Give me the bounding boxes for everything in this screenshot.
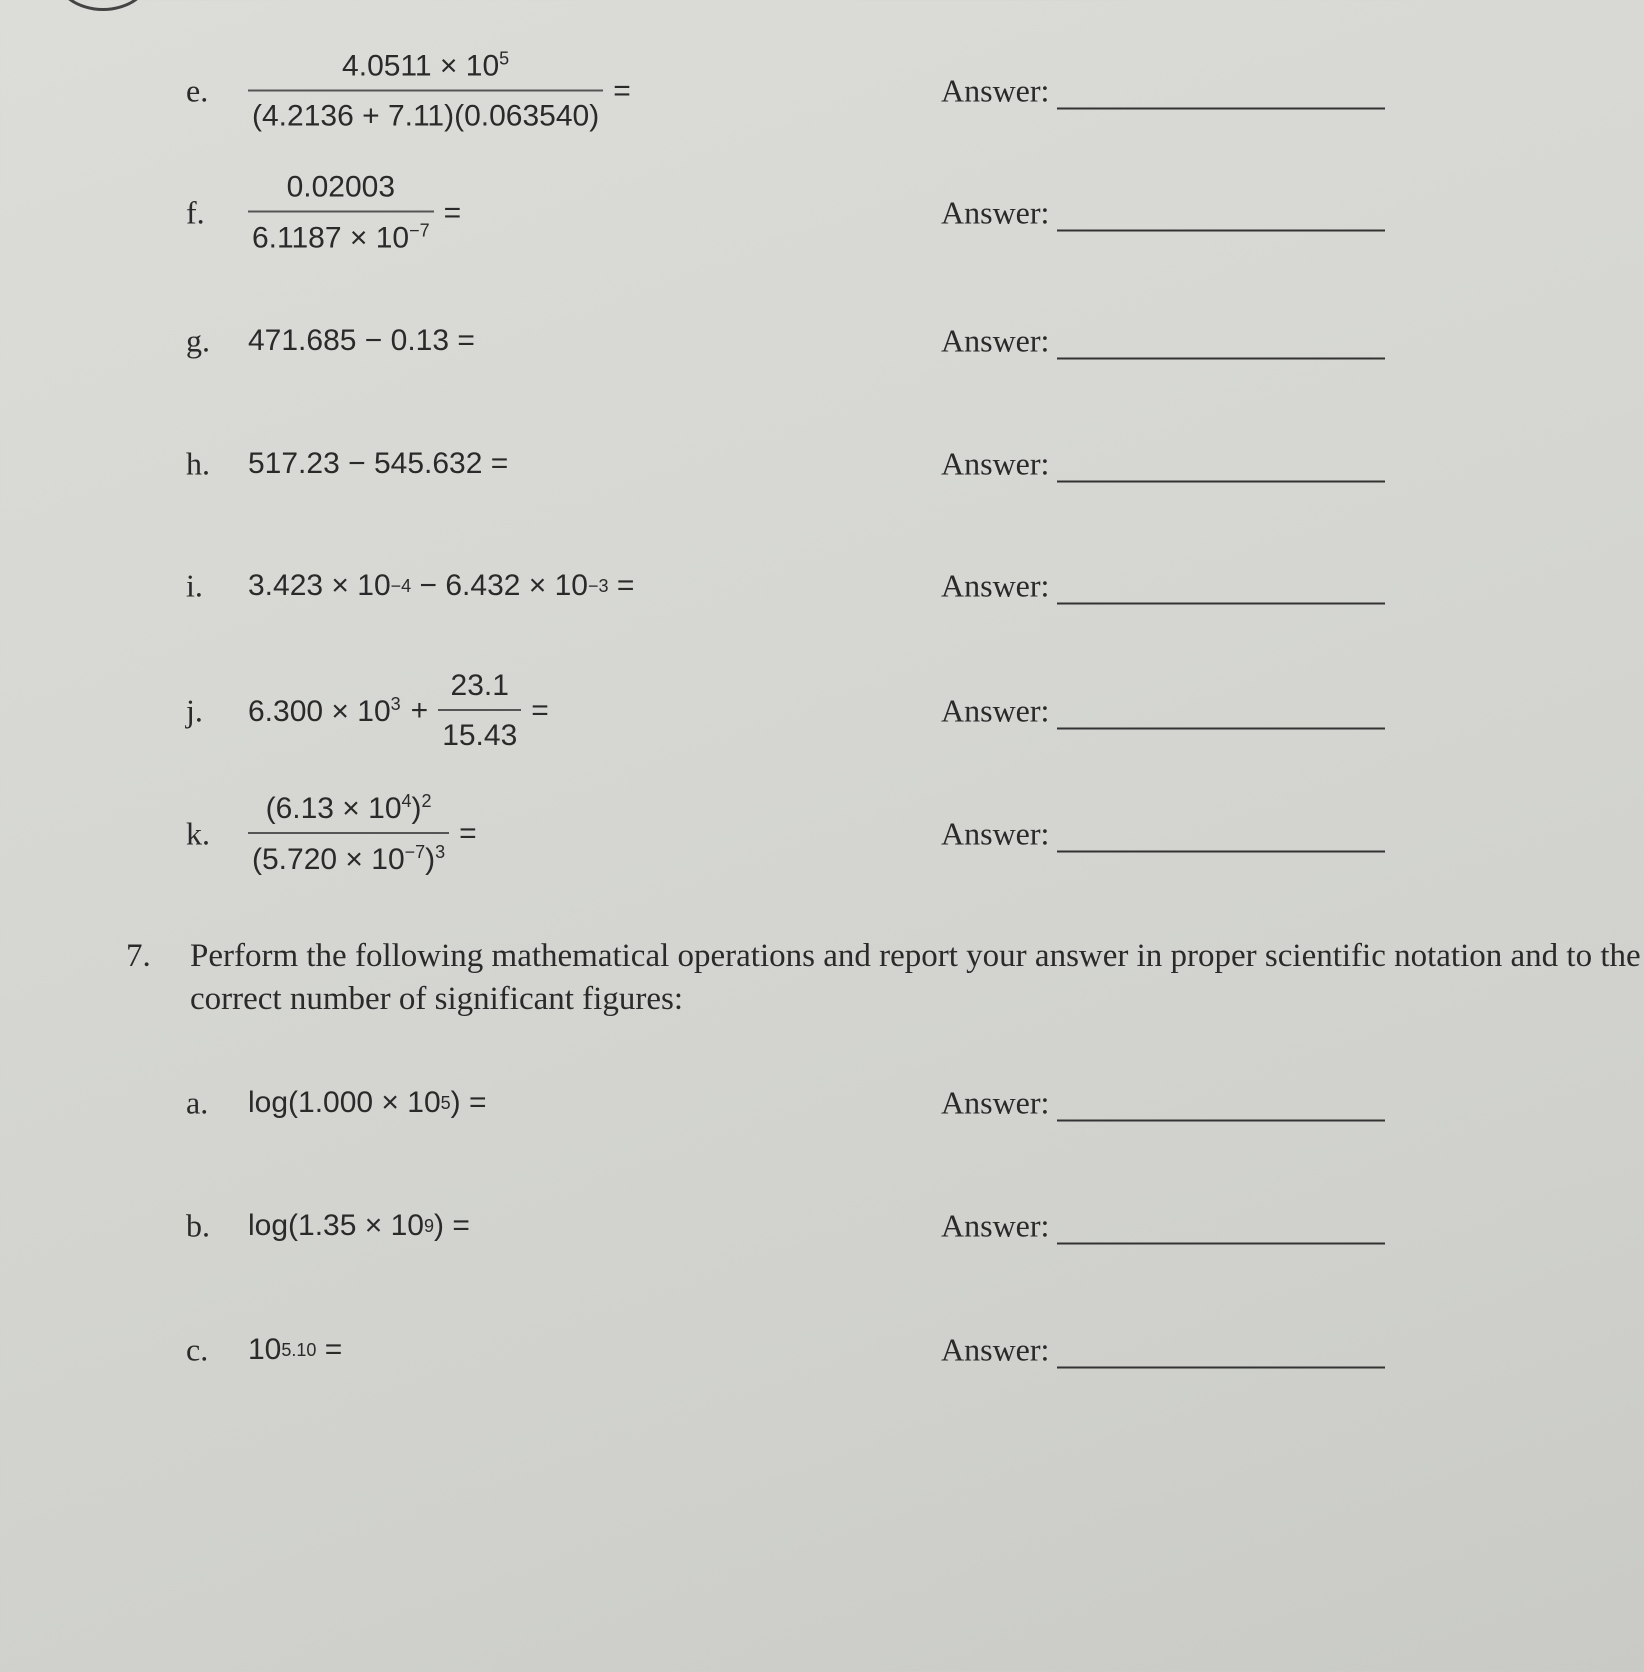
question-number: 7.	[126, 938, 151, 974]
answer-line[interactable]	[1057, 706, 1385, 730]
numerator: (6.13 × 10	[265, 792, 402, 825]
answer-label: Answer:	[941, 1331, 1050, 1368]
expression	[248, 669, 549, 753]
equals: ) =	[450, 1086, 487, 1119]
answer-label: Answer:	[941, 322, 1050, 359]
exponent: 4	[401, 791, 412, 811]
answer-label: Answer:	[941, 692, 1050, 729]
denominator: (5.720 × 10	[252, 843, 405, 876]
answer-line[interactable]	[1057, 1098, 1385, 1122]
answer-label: Answer:	[941, 567, 1050, 604]
numerator: 0.02003	[286, 170, 396, 204]
denominator: 15.43	[438, 709, 521, 753]
equals: ) =	[434, 1209, 470, 1242]
paren: )	[411, 792, 422, 825]
expression	[248, 49, 631, 134]
answer-line[interactable]	[1057, 208, 1385, 232]
fraction	[438, 669, 521, 753]
exponent: −3	[588, 575, 609, 596]
expression	[248, 1333, 342, 1367]
answer-field[interactable]	[941, 195, 1385, 232]
item-label: e.	[186, 72, 209, 109]
item-label: g.	[186, 322, 210, 359]
expression	[248, 569, 634, 603]
exponent: −7	[409, 220, 430, 241]
answer-label: Answer:	[941, 1207, 1050, 1244]
answer-label: Answer:	[941, 194, 1050, 231]
numerator: 4.0511 × 10	[342, 49, 500, 83]
term: log(1.35 × 10	[248, 1209, 424, 1242]
item-label: j.	[186, 692, 203, 729]
answer-label: Answer:	[941, 445, 1050, 482]
term: log(1.000 × 10	[248, 1086, 441, 1119]
equals: =	[531, 694, 549, 727]
answer-label: Answer:	[941, 1084, 1050, 1121]
denominator: 6.1187 × 10	[252, 221, 410, 255]
plus: +	[410, 694, 429, 727]
equals: =	[613, 74, 631, 107]
answer-field[interactable]	[941, 1208, 1385, 1245]
equals: =	[459, 817, 477, 850]
answer-field[interactable]	[941, 323, 1385, 360]
item-label: i.	[186, 567, 203, 604]
answer-line[interactable]	[1057, 829, 1385, 853]
expression	[248, 791, 477, 877]
exponent: 5	[440, 1092, 451, 1113]
exponent: −4	[390, 575, 412, 596]
exponent: 9	[423, 1215, 434, 1236]
expression	[248, 1209, 470, 1243]
equals: =	[608, 569, 635, 602]
answer-field[interactable]	[941, 1332, 1385, 1369]
exponent: −7	[404, 842, 426, 862]
expression	[248, 1086, 487, 1120]
item-label: k.	[186, 815, 210, 852]
answer-line[interactable]	[1057, 336, 1385, 360]
answer-field[interactable]	[941, 446, 1385, 483]
exponent: 3	[390, 693, 401, 714]
fraction	[248, 171, 434, 256]
expression	[248, 171, 461, 256]
item-label: b.	[186, 1207, 210, 1244]
term-1: 3.423 × 10	[248, 569, 391, 602]
equals: =	[443, 196, 462, 229]
item-label: c.	[186, 1331, 209, 1368]
item-label: h.	[186, 445, 210, 482]
fraction	[248, 791, 449, 877]
expression: 517.23 − 545.632 =	[248, 447, 509, 480]
numerator: 23.1	[450, 669, 509, 702]
equals: =	[316, 1333, 343, 1366]
circled-mark	[55, 0, 151, 11]
expression: 471.685 − 0.13 =	[248, 324, 475, 357]
term-2: − 6.432 × 10	[411, 569, 588, 602]
answer-field[interactable]	[941, 1085, 1385, 1122]
power: 3	[435, 842, 446, 862]
term: 10	[248, 1333, 282, 1366]
paren: )	[425, 843, 436, 876]
answer-line[interactable]	[1057, 1345, 1385, 1369]
answer-label: Answer:	[941, 72, 1050, 109]
answer-line[interactable]	[1057, 86, 1385, 110]
term-1: 6.300 × 10	[248, 694, 391, 728]
answer-field[interactable]	[941, 73, 1385, 110]
answer-field[interactable]	[941, 816, 1385, 853]
answer-field[interactable]	[941, 693, 1385, 730]
denominator: (4.2136 + 7.11)(0.063540)	[248, 90, 603, 134]
answer-field[interactable]	[941, 568, 1385, 605]
answer-line[interactable]	[1057, 1221, 1385, 1245]
answer-line[interactable]	[1057, 581, 1385, 605]
item-label: f.	[186, 194, 205, 231]
answer-label: Answer:	[941, 815, 1050, 852]
fraction	[248, 49, 603, 134]
exponent: 5.10	[281, 1339, 317, 1360]
question-text: Perform the following mathematical operations and report your answer in proper scientific notation and to the correct number of significant figures:	[190, 938, 1641, 1017]
exponent: 5	[499, 48, 510, 69]
power: 2	[421, 791, 432, 811]
answer-line[interactable]	[1057, 459, 1385, 483]
item-label: a.	[186, 1084, 209, 1121]
